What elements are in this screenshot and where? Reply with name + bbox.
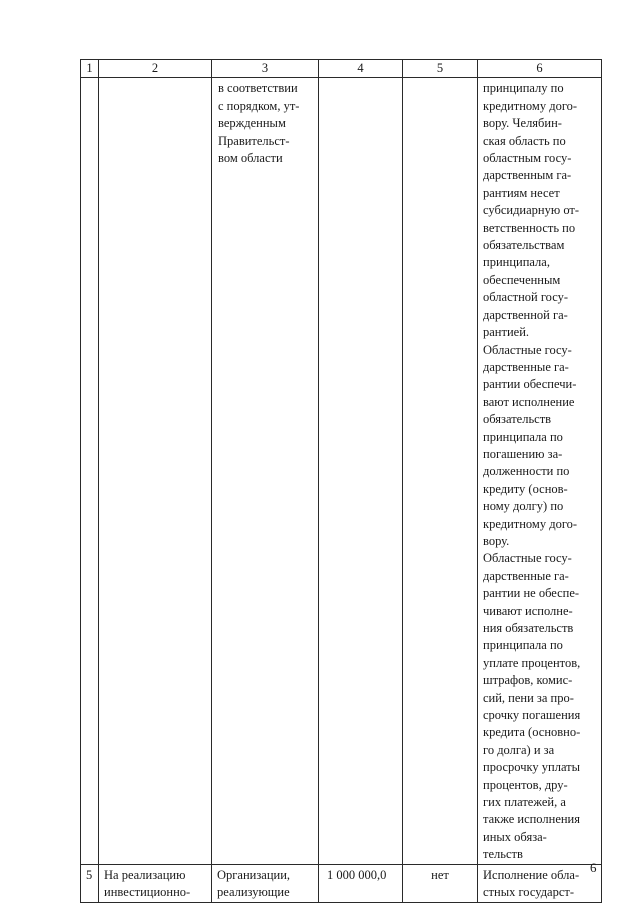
guarantee-table (80, 59, 602, 903)
text-line: кредита (основно- (483, 725, 581, 740)
text-line: в соответствии (218, 81, 298, 96)
text-line: го долга) и за (483, 742, 555, 757)
text-line: обязательств (483, 412, 552, 427)
text-line: погашению за- (483, 446, 563, 461)
text-line: Правительст- (218, 133, 290, 148)
text-line: ветственность по (483, 220, 576, 235)
text-line: кредиту (основ- (483, 481, 568, 496)
text-line: На реализацию (104, 867, 186, 882)
text-line: Исполнение обла- (483, 867, 580, 882)
text-line: кредитному дого- (483, 516, 578, 531)
text-line: областным госу- (483, 151, 572, 166)
text-line: Областные госу- (483, 551, 572, 566)
text-line: кредитному дого- (483, 98, 578, 113)
header-cell: 2 (99, 60, 212, 78)
procedure-cell (212, 78, 319, 864)
text-line: иных обяза- (483, 829, 547, 844)
text-line: дарственные га- (483, 359, 569, 374)
text-line: срочку погашения (483, 708, 581, 723)
text-line: ская область по (483, 133, 566, 148)
conditions-cell (478, 78, 602, 864)
page-number: 6 (590, 860, 597, 875)
table-row-5 (81, 864, 602, 902)
text-line: штрафов, комис- (483, 673, 573, 688)
conditions-cell (478, 864, 602, 902)
text-line: обязательствам (483, 238, 565, 253)
text-line: реализующие (217, 885, 290, 900)
text-line: Организации, (217, 867, 291, 882)
empty-cell (403, 78, 478, 864)
table-row-continued (81, 78, 602, 864)
text-line: вору. (483, 533, 510, 548)
header-cell: 5 (403, 60, 478, 78)
text-line: также исполнения (483, 812, 580, 827)
text-line: принципала, (483, 255, 550, 270)
amount-cell: 1 000 000,0 (319, 864, 403, 902)
text-line: уплате процентов, (483, 655, 581, 670)
header-cell: 4 (319, 60, 403, 78)
text-line: сий, пени за про- (483, 690, 574, 705)
text-line: субсидиарную от- (483, 203, 580, 218)
text-line: стных государст- (483, 885, 575, 900)
text-line: ному долгу) по (483, 499, 564, 514)
text-line: чивают исполне- (483, 603, 573, 618)
text-line: рантии не обеспе- (483, 586, 580, 601)
text-line: областной госу- (483, 290, 569, 305)
empty-cell (81, 78, 99, 864)
text-line: тельств (483, 847, 523, 862)
text-line: рантиям несет (483, 185, 560, 200)
text-line: вом области (218, 151, 283, 166)
text-line: с порядком, ут- (218, 98, 300, 113)
empty-cell (319, 78, 403, 864)
text-line: рантии обеспечи- (483, 377, 577, 392)
recipient-cell (212, 864, 319, 902)
text-line: принципала по (483, 638, 563, 653)
header-cell: 6 (478, 60, 602, 78)
row-number: 5 (81, 864, 99, 902)
text-line: вержденным (218, 116, 286, 131)
recourse-cell: нет (403, 864, 478, 902)
text-line: Областные госу- (483, 342, 572, 357)
text-line: обеспеченным (483, 272, 561, 287)
text-line: гих платежей, а (483, 795, 566, 810)
text-line: принципала по (483, 429, 563, 444)
text-line: дарственным га- (483, 168, 572, 183)
text-line: просрочку уплаты (483, 760, 581, 775)
text-line: долженности по (483, 464, 570, 479)
text-line: ния обязательств (483, 621, 574, 635)
text-line: инвестиционно- (104, 885, 191, 900)
text-line: вают исполнение (483, 394, 575, 409)
text-line: процентов, дру- (483, 777, 568, 792)
empty-cell (99, 78, 212, 864)
header-cell: 1 (81, 60, 99, 78)
text-line: дарственной га- (483, 307, 568, 322)
header-cell: 3 (212, 60, 319, 78)
text-line: рантией. (483, 325, 530, 340)
purpose-cell (99, 864, 212, 902)
text-line: вору. Челябин- (483, 116, 562, 131)
text-line: дарственные га- (483, 568, 569, 583)
header-row (81, 60, 602, 78)
text-line: принципалу по (483, 81, 564, 96)
